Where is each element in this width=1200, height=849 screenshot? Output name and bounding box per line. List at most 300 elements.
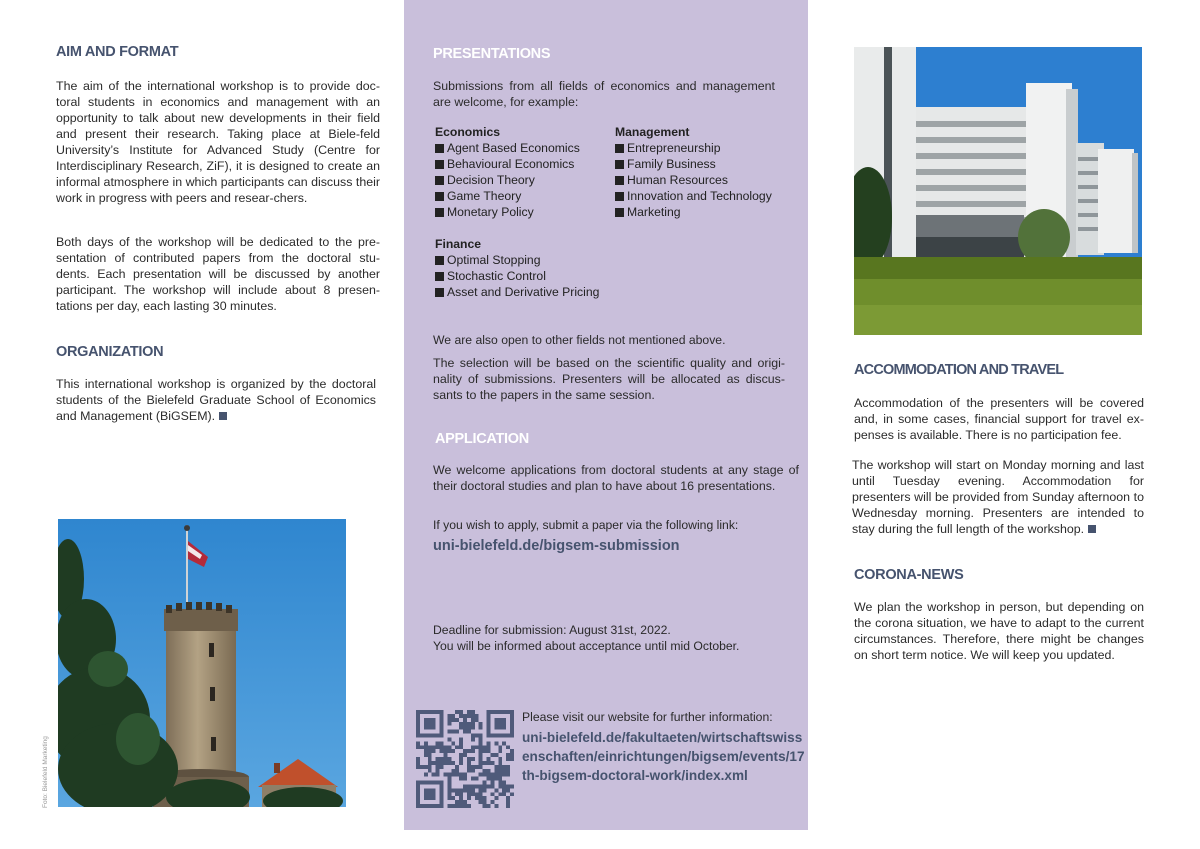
qr-module: [420, 765, 424, 769]
qr-module: [471, 777, 475, 781]
list-item-label: Innovation and Technology: [627, 189, 772, 203]
qr-module: [471, 722, 475, 726]
qr-module: [483, 788, 487, 792]
qr-module: [487, 784, 491, 788]
list-item: [435, 156, 580, 172]
qr-module: [424, 773, 428, 777]
presentations-panel: [404, 0, 808, 830]
qr-module: [471, 718, 475, 722]
qr-module: [447, 796, 451, 800]
qr-module: [471, 757, 475, 761]
qr-module: [479, 773, 483, 777]
qr-module: [459, 792, 463, 796]
qr-module: [467, 730, 471, 734]
qr-module: [463, 730, 467, 734]
qr-module: [463, 784, 467, 788]
qr-module: [475, 718, 479, 722]
qr-module: [498, 792, 502, 796]
qr-module: [510, 753, 514, 757]
list-item: [615, 188, 772, 204]
qr-module: [490, 784, 494, 788]
qr-module: [490, 777, 494, 781]
qr-module: [436, 741, 440, 745]
qr-finder-pattern: [494, 718, 506, 730]
application-heading: APPLICATION: [435, 431, 529, 447]
qr-module: [483, 745, 487, 749]
square-bullet-icon: [435, 272, 444, 281]
qr-module: [471, 726, 475, 730]
qr-module: [432, 749, 436, 753]
qr-module: [428, 745, 432, 749]
list-item: [435, 204, 580, 220]
qr-module: [506, 773, 510, 777]
qr-module: [479, 753, 483, 757]
qr-module: [479, 722, 483, 726]
corona-news-paragraph: We plan the workshop in person, but depending on the corona situation, we have to adapt to the current circumstances. Therefore, there might be changes on short term notice. We will keep you updated.: [854, 600, 1144, 662]
qr-module: [506, 796, 510, 800]
qr-module: [471, 792, 475, 796]
qr-module: [487, 773, 491, 777]
qr-module: [455, 769, 459, 773]
qr-module: [506, 804, 510, 808]
qr-module: [494, 741, 498, 745]
qr-module: [487, 749, 491, 753]
qr-module: [471, 784, 475, 788]
qr-module: [498, 769, 502, 773]
square-bullet-icon: [615, 160, 624, 169]
qr-module: [463, 749, 467, 753]
aim-format-heading: AIM AND FORMAT: [56, 44, 179, 60]
qr-module: [490, 792, 494, 796]
qr-module: [447, 781, 451, 785]
qr-module: [471, 745, 475, 749]
qr-module: [483, 769, 487, 773]
qr-module: [471, 749, 475, 753]
qr-module: [475, 777, 479, 781]
qr-module: [471, 765, 475, 769]
square-bullet-icon: [435, 192, 444, 201]
qr-module: [471, 710, 475, 714]
qr-module: [471, 714, 475, 718]
qr-module: [498, 777, 502, 781]
qr-module: [428, 753, 432, 757]
qr-module: [502, 792, 506, 796]
qr-module: [416, 765, 420, 769]
qr-module: [487, 741, 491, 745]
qr-module: [455, 800, 459, 804]
qr-module: [475, 734, 479, 738]
qr-module: [459, 788, 463, 792]
qr-module: [467, 769, 471, 773]
website-block: [522, 709, 806, 785]
qr-module: [479, 745, 483, 749]
presentations-heading: PRESENTATIONS: [433, 46, 551, 62]
qr-module: [498, 749, 502, 753]
qr-module: [455, 773, 459, 777]
qr-module: [459, 796, 463, 800]
qr-module: [416, 745, 420, 749]
qr-module: [483, 781, 487, 785]
list-item: [435, 188, 580, 204]
qr-module: [455, 745, 459, 749]
qr-module: [455, 718, 459, 722]
qr-module: [479, 737, 483, 741]
qr-module: [506, 788, 510, 792]
qr-module: [447, 792, 451, 796]
qr-module: [483, 749, 487, 753]
qr-module: [428, 757, 432, 761]
qr-module: [494, 773, 498, 777]
qr-module: [455, 804, 459, 808]
qr-module: [498, 757, 502, 761]
qr-module: [479, 788, 483, 792]
qr-module: [440, 761, 444, 765]
qr-module: [494, 777, 498, 781]
qr-module: [436, 761, 440, 765]
list-item-label: Decision Theory: [447, 173, 535, 187]
qr-module: [487, 757, 491, 761]
qr-module: [471, 737, 475, 741]
qr-module: [447, 777, 451, 781]
qr-module: [502, 784, 506, 788]
qr-module: [459, 777, 463, 781]
qr-module: [443, 761, 447, 765]
qr-module: [436, 773, 440, 777]
qr-module: [506, 745, 510, 749]
qr-module: [510, 784, 514, 788]
qr-module: [447, 773, 451, 777]
list-item-label: Monetary Policy: [447, 205, 534, 219]
qr-module: [506, 757, 510, 761]
aim-paragraph-2: Both days of the workshop will be dedicated to the pre-sentation of contributed papers from the doctoral stu-dents. Each presentation will be discussed by another participant. The workshop will include about 8 presen-tations per day, each lasting 30 minutes.: [56, 235, 380, 313]
qr-module: [506, 800, 510, 804]
aim-paragraph-1: The aim of the international workshop is to provide doc-toral students in economics and management with an opportunity to talk about new developments in their field and present their research. Taking place at Biele-feld University’s Institute for Advanced Study (Centre for Interdisciplinary Research, ZiF), it is designed to create an informal atmosphere in which participants can discuss their work in progress with peers and resear-chers.: [56, 79, 380, 205]
qr-module: [494, 765, 498, 769]
qr-module: [440, 741, 444, 745]
qr-module: [483, 773, 487, 777]
qr-module: [424, 765, 428, 769]
qr-module: [436, 765, 440, 769]
organization-text: This international workshop is organized by the doctoral students of the Bielefeld Graduate School of Economics and Management (BiGSEM).: [56, 377, 376, 423]
qr-module: [432, 773, 436, 777]
qr-module: [498, 784, 502, 788]
qr-module: [447, 737, 451, 741]
qr-module: [443, 773, 447, 777]
square-bullet-icon: [615, 144, 624, 153]
qr-module: [502, 741, 506, 745]
qr-module: [487, 769, 491, 773]
qr-module: [436, 769, 440, 773]
qr-module: [463, 718, 467, 722]
qr-module: [506, 765, 510, 769]
qr-module: [479, 741, 483, 745]
qr-module: [479, 734, 483, 738]
list-item: [435, 140, 580, 156]
square-bullet-icon: [435, 144, 444, 153]
list-item-label: Optimal Stopping: [447, 253, 541, 267]
qr-module: [463, 726, 467, 730]
qr-module: [443, 749, 447, 753]
qr-module: [479, 749, 483, 753]
selection-paragraph: The selection will be based on the scientific quality and origi-nality of submissions. Presenters will be allocated as discus-sants to the papers in the same session.: [433, 356, 785, 402]
qr-module: [490, 761, 494, 765]
qr-module: [436, 745, 440, 749]
qr-module: [451, 773, 455, 777]
qr-module: [502, 773, 506, 777]
submission-link[interactable]: uni-bielefeld.de/bigsem-submission: [433, 538, 680, 554]
square-bullet-icon: [435, 160, 444, 169]
qr-module: [459, 753, 463, 757]
qr-module: [463, 777, 467, 781]
qr-module: [490, 773, 494, 777]
list-item-label: Stochastic Control: [447, 269, 546, 283]
list-item-label: Family Business: [627, 157, 716, 171]
qr-module: [506, 769, 510, 773]
qr-module: [498, 761, 502, 765]
list-item-label: Marketing: [627, 205, 681, 219]
website-intro: Please visit our website for further information:: [522, 710, 773, 724]
list-item-label: Asset and Derivative Pricing: [447, 285, 600, 299]
qr-module: [475, 784, 479, 788]
category-finance: [435, 236, 599, 300]
qr-module: [502, 769, 506, 773]
qr-module: [475, 745, 479, 749]
qr-module: [447, 718, 451, 722]
qr-module: [490, 800, 494, 804]
qr-module: [440, 765, 444, 769]
qr-module: [498, 745, 502, 749]
qr-module: [510, 757, 514, 761]
tower-photo: [58, 519, 346, 807]
website-link[interactable]: uni-bielefeld.de/fakultaeten/wirtschaftswissenschaften/einrichtungen/bigsem/events/17th-bigsem-doctoral-work/index.xml: [522, 730, 805, 783]
qr-module: [455, 730, 459, 734]
qr-module: [428, 749, 432, 753]
qr-module: [428, 761, 432, 765]
list-item-label: Agent Based Economics: [447, 141, 580, 155]
qr-module: [428, 769, 432, 773]
square-bullet-icon: [435, 288, 444, 297]
list-item: [615, 140, 772, 156]
qr-module: [440, 757, 444, 761]
qr-module: [443, 757, 447, 761]
qr-module: [483, 800, 487, 804]
qr-module: [432, 745, 436, 749]
qr-module: [416, 757, 420, 761]
qr-module: [424, 749, 428, 753]
list-item: [435, 172, 580, 188]
qr-module: [479, 792, 483, 796]
qr-module: [463, 722, 467, 726]
square-bullet-icon: [435, 256, 444, 265]
qr-module: [455, 792, 459, 796]
qr-module: [510, 749, 514, 753]
qr-module: [459, 745, 463, 749]
qr-module: [424, 741, 428, 745]
qr-module: [424, 753, 428, 757]
qr-module: [494, 804, 498, 808]
qr-module: [510, 792, 514, 796]
qr-module: [459, 804, 463, 808]
qr-module: [479, 726, 483, 730]
presentations-intro: Submissions from all fields of economics and management are welcome, for example:: [433, 79, 775, 109]
category-management: [615, 124, 772, 220]
qr-module: [487, 761, 491, 765]
qr-module: [467, 757, 471, 761]
square-bullet-icon: [615, 192, 624, 201]
qr-module: [463, 714, 467, 718]
qr-module: [494, 769, 498, 773]
qr-module: [498, 781, 502, 785]
qr-module: [451, 761, 455, 765]
qr-module: [416, 741, 420, 745]
qr-module: [502, 788, 506, 792]
qr-module: [443, 745, 447, 749]
qr-module: [451, 718, 455, 722]
qr-module: [447, 745, 451, 749]
qr-module: [416, 761, 420, 765]
qr-module: [447, 749, 451, 753]
qr-module: [459, 773, 463, 777]
accommodation-paragraph-2: [852, 457, 1144, 537]
qr-module: [502, 781, 506, 785]
qr-module: [459, 757, 463, 761]
qr-module: [483, 784, 487, 788]
list-item-label: Behavioural Economics: [447, 157, 575, 171]
qr-module: [487, 777, 491, 781]
square-bullet-icon: [435, 176, 444, 185]
qr-module: [471, 769, 475, 773]
qr-module: [447, 714, 451, 718]
square-bullet-icon: [435, 208, 444, 217]
list-item: [435, 268, 599, 284]
qr-module: [467, 749, 471, 753]
qr-module: [467, 726, 471, 730]
qr-module: [467, 788, 471, 792]
qr-module: [463, 753, 467, 757]
list-item-label: Entrepreneurship: [627, 141, 721, 155]
qr-module: [447, 788, 451, 792]
qr-module: [451, 796, 455, 800]
qr-module: [467, 722, 471, 726]
qr-module: [487, 745, 491, 749]
acceptance-text: You will be informed about acceptance until mid October.: [433, 639, 740, 653]
qr-module: [467, 792, 471, 796]
qr-module: [498, 765, 502, 769]
qr-module: [447, 757, 451, 761]
left-column: [56, 0, 380, 500]
qr-module: [467, 761, 471, 765]
qr-module: [447, 804, 451, 808]
qr-module: [467, 710, 471, 714]
list-item: [615, 156, 772, 172]
qr-module: [459, 714, 463, 718]
qr-module: [463, 800, 467, 804]
deadline-text: Deadline for submission: August 31st, 2022.: [433, 623, 671, 637]
qr-module: [451, 714, 455, 718]
qr-module: [483, 796, 487, 800]
qr-module: [467, 784, 471, 788]
qr-module: [443, 753, 447, 757]
list-item: [615, 172, 772, 188]
qr-module: [475, 765, 479, 769]
qr-module: [459, 800, 463, 804]
qr-module: [467, 804, 471, 808]
qr-module: [475, 714, 479, 718]
qr-module: [451, 788, 455, 792]
qr-module: [467, 765, 471, 769]
qr-module: [451, 749, 455, 753]
qr-module: [447, 722, 451, 726]
deadline-block: [433, 622, 793, 654]
qr-module: [459, 761, 463, 765]
qr-module: [451, 769, 455, 773]
open-fields-note: We are also open to other fields not mentioned above.: [433, 333, 726, 347]
qr-module: [494, 753, 498, 757]
list-item: [615, 204, 772, 220]
qr-module: [424, 745, 428, 749]
qr-module: [451, 804, 455, 808]
corona-news-heading: CORONA-NEWS: [854, 567, 964, 583]
qr-module: [479, 757, 483, 761]
sparrenburg-tower-image: [58, 519, 346, 807]
qr-module: [463, 773, 467, 777]
qr-module: [436, 757, 440, 761]
qr-module: [440, 745, 444, 749]
qr-module: [502, 765, 506, 769]
qr-module: [494, 796, 498, 800]
end-mark-icon: [1088, 525, 1096, 533]
application-paragraph: We welcome applications from doctoral students at any stage of their doctoral studies and plan to have about 16 presentations.: [433, 463, 799, 493]
qr-module: [498, 773, 502, 777]
qr-module: [471, 788, 475, 792]
qr-module: [455, 788, 459, 792]
qr-module: [440, 749, 444, 753]
qr-code-icon[interactable]: [416, 710, 514, 808]
qr-module: [447, 784, 451, 788]
qr-module: [479, 761, 483, 765]
qr-module: [459, 726, 463, 730]
qr-module: [506, 784, 510, 788]
qr-module: [428, 765, 432, 769]
qr-module: [447, 761, 451, 765]
application-instruction: If you wish to apply, submit a paper via the following link:: [433, 518, 739, 532]
qr-module: [479, 800, 483, 804]
university-building-image: [854, 47, 1142, 335]
qr-finder-pattern: [424, 718, 436, 730]
qr-module: [494, 788, 498, 792]
qr-module: [455, 765, 459, 769]
qr-module: [459, 737, 463, 741]
category-title: Management: [615, 125, 690, 139]
square-bullet-icon: [615, 208, 624, 217]
qr-module: [479, 796, 483, 800]
list-item: [435, 284, 599, 300]
qr-module: [451, 730, 455, 734]
square-bullet-icon: [615, 176, 624, 185]
campus-photo: [854, 47, 1142, 335]
qr-module: [475, 792, 479, 796]
qr-module: [463, 804, 467, 808]
qr-module: [490, 781, 494, 785]
qr-module: [463, 788, 467, 792]
qr-finder-pattern: [424, 788, 436, 800]
qr-module: [467, 714, 471, 718]
organization-paragraph: [56, 376, 376, 424]
qr-module: [490, 753, 494, 757]
accommodation-heading: ACCOMMODATION AND TRAVEL: [854, 362, 1064, 378]
accommodation-text: The workshop will start on Monday morning and last until Tuesday evening. Accommodation for presenters will be provided from Sunday afternoon to Wednesday morning. Presenters are intended to stay during the full length of the workshop.: [852, 458, 1144, 536]
qr-module: [420, 745, 424, 749]
